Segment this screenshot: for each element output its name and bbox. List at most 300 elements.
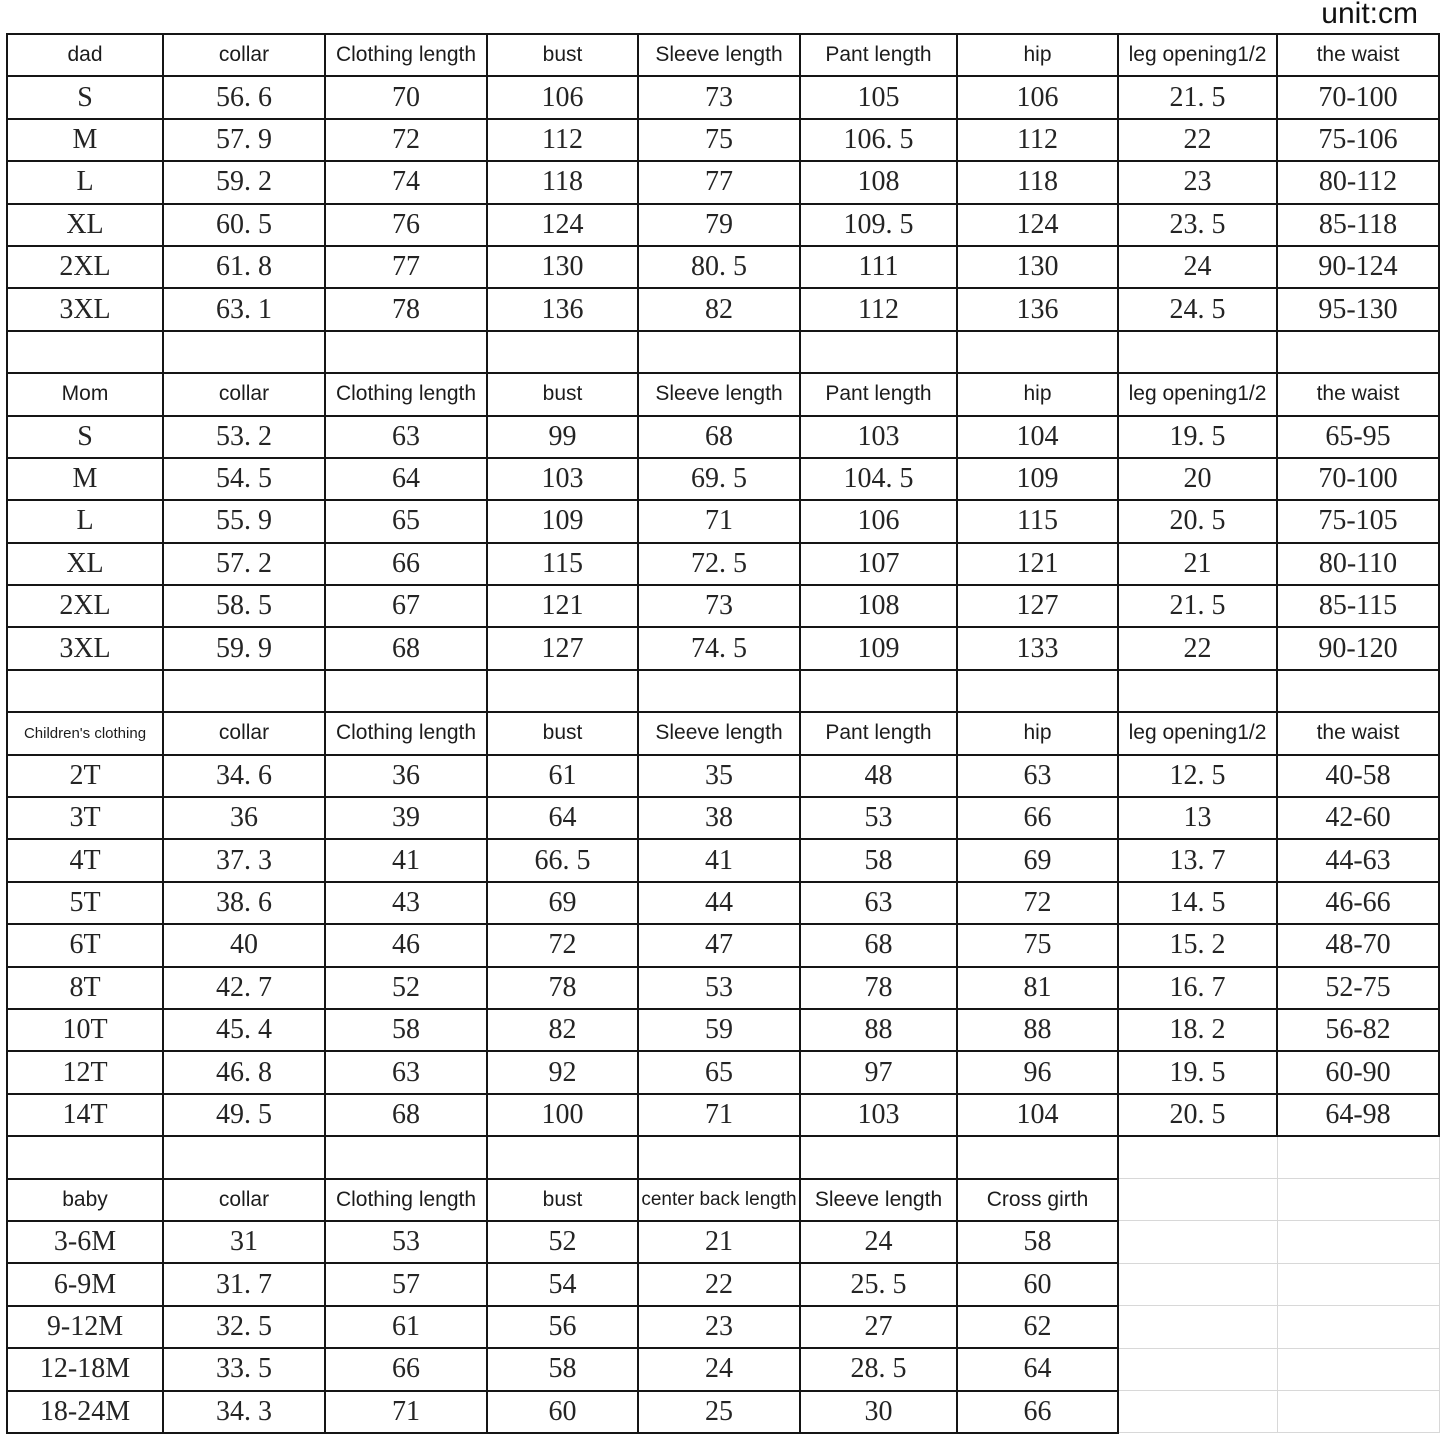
value-cell: 90-124: [1277, 246, 1439, 288]
value-cell: 112: [487, 119, 638, 161]
value-cell: 65: [638, 1051, 800, 1093]
value-cell: 34. 6: [163, 755, 325, 797]
value-cell: 14. 5: [1118, 882, 1277, 924]
value-cell: 112: [800, 288, 957, 330]
table-row: [7, 76, 1439, 118]
value-cell: 97: [800, 1051, 957, 1093]
value-cell: 39: [325, 797, 487, 839]
value-cell: 53. 2: [163, 416, 325, 458]
table-row: [7, 839, 1439, 881]
table-row: [7, 246, 1439, 288]
table-row: [7, 416, 1439, 458]
value-cell: 71: [325, 1391, 487, 1433]
value-cell: 78: [325, 288, 487, 330]
column-header: hip: [957, 34, 1118, 76]
table-row: [7, 1348, 1439, 1390]
value-cell: 21. 5: [1118, 76, 1277, 118]
empty-cell: [1277, 1263, 1439, 1305]
value-cell: 58: [957, 1221, 1118, 1263]
value-cell: 54. 5: [163, 458, 325, 500]
value-cell: 38. 6: [163, 882, 325, 924]
value-cell: 58. 5: [163, 585, 325, 627]
value-cell: 106: [957, 76, 1118, 118]
value-cell: 61: [487, 755, 638, 797]
table-row: [7, 119, 1439, 161]
empty-cell: [1118, 670, 1277, 712]
value-cell: 111: [800, 246, 957, 288]
value-cell: 118: [957, 161, 1118, 203]
section-header-row: [7, 712, 1439, 754]
table-row: [7, 924, 1439, 966]
table-row: [7, 967, 1439, 1009]
value-cell: 109: [800, 627, 957, 669]
value-cell: 108: [800, 161, 957, 203]
value-cell: 104: [957, 416, 1118, 458]
value-cell: 54: [487, 1263, 638, 1305]
value-cell: 76: [325, 204, 487, 246]
size-cell: 6-9M: [7, 1263, 163, 1305]
value-cell: 44: [638, 882, 800, 924]
empty-cell: [957, 331, 1118, 373]
size-cell: 9-12M: [7, 1306, 163, 1348]
column-header: leg opening1/2: [1118, 373, 1277, 415]
value-cell: 58: [325, 1009, 487, 1051]
value-cell: 60: [487, 1391, 638, 1433]
column-header: leg opening1/2: [1118, 34, 1277, 76]
value-cell: 24. 5: [1118, 288, 1277, 330]
section-header-row: [7, 34, 1439, 76]
value-cell: 21. 5: [1118, 585, 1277, 627]
value-cell: 124: [487, 204, 638, 246]
value-cell: 46-66: [1277, 882, 1439, 924]
size-cell: 18-24M: [7, 1391, 163, 1433]
value-cell: 106: [800, 500, 957, 542]
column-header: Pant length: [800, 34, 957, 76]
gap-row: [7, 1136, 1439, 1178]
value-cell: 47: [638, 924, 800, 966]
table-row: [7, 882, 1439, 924]
column-header: collar: [163, 1179, 325, 1221]
column-header: Cross girth: [957, 1179, 1118, 1221]
size-cell: M: [7, 458, 163, 500]
value-cell: 21: [638, 1221, 800, 1263]
table-row: [7, 585, 1439, 627]
empty-cell: [800, 1136, 957, 1178]
size-cell: 3-6M: [7, 1221, 163, 1263]
empty-cell: [1277, 1179, 1439, 1221]
empty-cell: [800, 670, 957, 712]
value-cell: 73: [638, 76, 800, 118]
empty-cell: [638, 670, 800, 712]
value-cell: 56. 6: [163, 76, 325, 118]
value-cell: 69: [487, 882, 638, 924]
value-cell: 80. 5: [638, 246, 800, 288]
value-cell: 45. 4: [163, 1009, 325, 1051]
section-header-row: [7, 373, 1439, 415]
value-cell: 67: [325, 585, 487, 627]
value-cell: 43: [325, 882, 487, 924]
value-cell: 65: [325, 500, 487, 542]
value-cell: 96: [957, 1051, 1118, 1093]
table-row: [7, 500, 1439, 542]
column-header: Sleeve length: [800, 1179, 957, 1221]
value-cell: 41: [638, 839, 800, 881]
value-cell: 46. 8: [163, 1051, 325, 1093]
value-cell: 90-120: [1277, 627, 1439, 669]
empty-cell: [325, 670, 487, 712]
value-cell: 104: [957, 1094, 1118, 1136]
empty-cell: [487, 1136, 638, 1178]
value-cell: 74. 5: [638, 627, 800, 669]
empty-cell: [1118, 1306, 1277, 1348]
value-cell: 23: [638, 1306, 800, 1348]
table-row: [7, 1009, 1439, 1051]
size-cell: 3XL: [7, 288, 163, 330]
column-header: collar: [163, 712, 325, 754]
column-header: Sleeve length: [638, 34, 800, 76]
value-cell: 63: [325, 1051, 487, 1093]
value-cell: 25: [638, 1391, 800, 1433]
table-row: [7, 1263, 1439, 1305]
column-header: the waist: [1277, 712, 1439, 754]
empty-cell: [1277, 1306, 1439, 1348]
size-cell: 2XL: [7, 246, 163, 288]
section-label: baby: [7, 1179, 163, 1221]
value-cell: 32. 5: [163, 1306, 325, 1348]
value-cell: 103: [487, 458, 638, 500]
value-cell: 112: [957, 119, 1118, 161]
column-header: Sleeve length: [638, 373, 800, 415]
value-cell: 66: [325, 1348, 487, 1390]
size-cell: XL: [7, 204, 163, 246]
column-header: collar: [163, 373, 325, 415]
size-cell: M: [7, 119, 163, 161]
value-cell: 23. 5: [1118, 204, 1277, 246]
value-cell: 136: [957, 288, 1118, 330]
value-cell: 109: [487, 500, 638, 542]
column-header: Clothing length: [325, 373, 487, 415]
value-cell: 60-90: [1277, 1051, 1439, 1093]
value-cell: 127: [957, 585, 1118, 627]
value-cell: 64: [487, 797, 638, 839]
value-cell: 85-115: [1277, 585, 1439, 627]
value-cell: 20. 5: [1118, 500, 1277, 542]
value-cell: 66: [325, 543, 487, 585]
value-cell: 42. 7: [163, 967, 325, 1009]
empty-cell: [7, 1136, 163, 1178]
size-cell: XL: [7, 543, 163, 585]
empty-cell: [1277, 1348, 1439, 1390]
gap-row: [7, 331, 1439, 373]
value-cell: 64-98: [1277, 1094, 1439, 1136]
value-cell: 20: [1118, 458, 1277, 500]
value-cell: 69. 5: [638, 458, 800, 500]
value-cell: 64: [957, 1348, 1118, 1390]
value-cell: 53: [325, 1221, 487, 1263]
empty-cell: [638, 1136, 800, 1178]
value-cell: 64: [325, 458, 487, 500]
size-cell: 14T: [7, 1094, 163, 1136]
size-cell: L: [7, 161, 163, 203]
value-cell: 79: [638, 204, 800, 246]
section-header-row: [7, 1179, 1439, 1221]
value-cell: 36: [325, 755, 487, 797]
column-header: center back length: [638, 1179, 800, 1221]
value-cell: 49. 5: [163, 1094, 325, 1136]
value-cell: 108: [800, 585, 957, 627]
value-cell: 53: [638, 967, 800, 1009]
value-cell: 106: [487, 76, 638, 118]
value-cell: 63: [325, 416, 487, 458]
value-cell: 127: [487, 627, 638, 669]
value-cell: 106. 5: [800, 119, 957, 161]
column-header: bust: [487, 373, 638, 415]
empty-cell: [1118, 1348, 1277, 1390]
value-cell: 31: [163, 1221, 325, 1263]
size-cell: 2T: [7, 755, 163, 797]
value-cell: 52: [487, 1221, 638, 1263]
value-cell: 55. 9: [163, 500, 325, 542]
size-cell: S: [7, 416, 163, 458]
empty-cell: [163, 331, 325, 373]
size-cell: 4T: [7, 839, 163, 881]
value-cell: 31. 7: [163, 1263, 325, 1305]
value-cell: 28. 5: [800, 1348, 957, 1390]
value-cell: 13. 7: [1118, 839, 1277, 881]
value-cell: 92: [487, 1051, 638, 1093]
value-cell: 72: [487, 924, 638, 966]
value-cell: 56: [487, 1306, 638, 1348]
value-cell: 109. 5: [800, 204, 957, 246]
value-cell: 57. 2: [163, 543, 325, 585]
empty-cell: [1118, 1221, 1277, 1263]
value-cell: 77: [325, 246, 487, 288]
value-cell: 68: [638, 416, 800, 458]
value-cell: 41: [325, 839, 487, 881]
value-cell: 72: [957, 882, 1118, 924]
table-row: [7, 458, 1439, 500]
value-cell: 71: [638, 500, 800, 542]
value-cell: 46: [325, 924, 487, 966]
value-cell: 75-106: [1277, 119, 1439, 161]
value-cell: 52: [325, 967, 487, 1009]
value-cell: 88: [957, 1009, 1118, 1051]
value-cell: 72. 5: [638, 543, 800, 585]
value-cell: 73: [638, 585, 800, 627]
table-row: [7, 797, 1439, 839]
table-row: [7, 1306, 1439, 1348]
value-cell: 78: [487, 967, 638, 1009]
value-cell: 42-60: [1277, 797, 1439, 839]
value-cell: 82: [638, 288, 800, 330]
value-cell: 68: [325, 1094, 487, 1136]
size-chart-table: [6, 33, 1440, 1434]
value-cell: 59. 9: [163, 627, 325, 669]
value-cell: 70: [325, 76, 487, 118]
empty-cell: [325, 331, 487, 373]
size-cell: 6T: [7, 924, 163, 966]
value-cell: 18. 2: [1118, 1009, 1277, 1051]
size-cell: 8T: [7, 967, 163, 1009]
value-cell: 109: [957, 458, 1118, 500]
value-cell: 13: [1118, 797, 1277, 839]
empty-cell: [957, 1136, 1118, 1178]
value-cell: 75-105: [1277, 500, 1439, 542]
size-cell: 5T: [7, 882, 163, 924]
value-cell: 19. 5: [1118, 416, 1277, 458]
value-cell: 80-110: [1277, 543, 1439, 585]
table-row: [7, 1221, 1439, 1263]
size-cell: S: [7, 76, 163, 118]
column-header: Clothing length: [325, 712, 487, 754]
empty-cell: [163, 1136, 325, 1178]
empty-cell: [7, 670, 163, 712]
value-cell: 48: [800, 755, 957, 797]
value-cell: 56-82: [1277, 1009, 1439, 1051]
value-cell: 63. 1: [163, 288, 325, 330]
value-cell: 60. 5: [163, 204, 325, 246]
value-cell: 24: [638, 1348, 800, 1390]
table-row: [7, 755, 1439, 797]
size-cell: 12T: [7, 1051, 163, 1093]
value-cell: 115: [487, 543, 638, 585]
empty-cell: [1277, 331, 1439, 373]
value-cell: 61. 8: [163, 246, 325, 288]
value-cell: 52-75: [1277, 967, 1439, 1009]
value-cell: 82: [487, 1009, 638, 1051]
value-cell: 100: [487, 1094, 638, 1136]
empty-cell: [1118, 1136, 1277, 1178]
value-cell: 59. 2: [163, 161, 325, 203]
size-cell: 12-18M: [7, 1348, 163, 1390]
value-cell: 59: [638, 1009, 800, 1051]
table-row: [7, 627, 1439, 669]
value-cell: 35: [638, 755, 800, 797]
value-cell: 103: [800, 416, 957, 458]
value-cell: 71: [638, 1094, 800, 1136]
value-cell: 74: [325, 161, 487, 203]
value-cell: 40-58: [1277, 755, 1439, 797]
value-cell: 69: [957, 839, 1118, 881]
value-cell: 85-118: [1277, 204, 1439, 246]
value-cell: 53: [800, 797, 957, 839]
value-cell: 130: [957, 246, 1118, 288]
value-cell: 33. 5: [163, 1348, 325, 1390]
value-cell: 78: [800, 967, 957, 1009]
value-cell: 37. 3: [163, 839, 325, 881]
empty-cell: [1277, 1221, 1439, 1263]
value-cell: 124: [957, 204, 1118, 246]
value-cell: 34. 3: [163, 1391, 325, 1433]
table-row: [7, 1391, 1439, 1433]
value-cell: 27: [800, 1306, 957, 1348]
value-cell: 121: [957, 543, 1118, 585]
value-cell: 24: [1118, 246, 1277, 288]
size-cell: L: [7, 500, 163, 542]
value-cell: 16. 7: [1118, 967, 1277, 1009]
value-cell: 20. 5: [1118, 1094, 1277, 1136]
value-cell: 58: [487, 1348, 638, 1390]
value-cell: 23: [1118, 161, 1277, 203]
empty-cell: [1277, 670, 1439, 712]
table-row: [7, 1094, 1439, 1136]
column-header: Clothing length: [325, 1179, 487, 1221]
column-header: hip: [957, 373, 1118, 415]
value-cell: 57: [325, 1263, 487, 1305]
value-cell: 63: [957, 755, 1118, 797]
empty-cell: [1118, 1391, 1277, 1433]
size-cell: 2XL: [7, 585, 163, 627]
value-cell: 107: [800, 543, 957, 585]
empty-cell: [325, 1136, 487, 1178]
value-cell: 136: [487, 288, 638, 330]
value-cell: 75: [957, 924, 1118, 966]
value-cell: 48-70: [1277, 924, 1439, 966]
value-cell: 12. 5: [1118, 755, 1277, 797]
section-label: Children's clothing: [7, 712, 163, 754]
section-label: Mom: [7, 373, 163, 415]
value-cell: 62: [957, 1306, 1118, 1348]
value-cell: 60: [957, 1263, 1118, 1305]
value-cell: 66. 5: [487, 839, 638, 881]
unit-label: unit:cm: [1321, 0, 1418, 30]
value-cell: 66: [957, 1391, 1118, 1433]
table-row: [7, 204, 1439, 246]
value-cell: 63: [800, 882, 957, 924]
value-cell: 88: [800, 1009, 957, 1051]
value-cell: 19. 5: [1118, 1051, 1277, 1093]
value-cell: 115: [957, 500, 1118, 542]
empty-cell: [638, 331, 800, 373]
size-cell: 10T: [7, 1009, 163, 1051]
table-row: [7, 543, 1439, 585]
value-cell: 77: [638, 161, 800, 203]
value-cell: 22: [1118, 627, 1277, 669]
value-cell: 105: [800, 76, 957, 118]
empty-cell: [800, 331, 957, 373]
value-cell: 68: [325, 627, 487, 669]
value-cell: 68: [800, 924, 957, 966]
column-header: hip: [957, 712, 1118, 754]
table-row: [7, 288, 1439, 330]
column-header: bust: [487, 712, 638, 754]
table-row: [7, 1051, 1439, 1093]
empty-cell: [487, 331, 638, 373]
value-cell: 66: [957, 797, 1118, 839]
value-cell: 36: [163, 797, 325, 839]
gap-row: [7, 670, 1439, 712]
section-label: dad: [7, 34, 163, 76]
value-cell: 95-130: [1277, 288, 1439, 330]
value-cell: 130: [487, 246, 638, 288]
empty-cell: [1118, 1263, 1277, 1305]
column-header: Pant length: [800, 712, 957, 754]
size-cell: 3T: [7, 797, 163, 839]
value-cell: 61: [325, 1306, 487, 1348]
value-cell: 104. 5: [800, 458, 957, 500]
empty-cell: [1118, 331, 1277, 373]
value-cell: 58: [800, 839, 957, 881]
value-cell: 38: [638, 797, 800, 839]
value-cell: 75: [638, 119, 800, 161]
table-row: [7, 161, 1439, 203]
value-cell: 133: [957, 627, 1118, 669]
empty-cell: [163, 670, 325, 712]
value-cell: 21: [1118, 543, 1277, 585]
value-cell: 121: [487, 585, 638, 627]
value-cell: 22: [1118, 119, 1277, 161]
value-cell: 72: [325, 119, 487, 161]
